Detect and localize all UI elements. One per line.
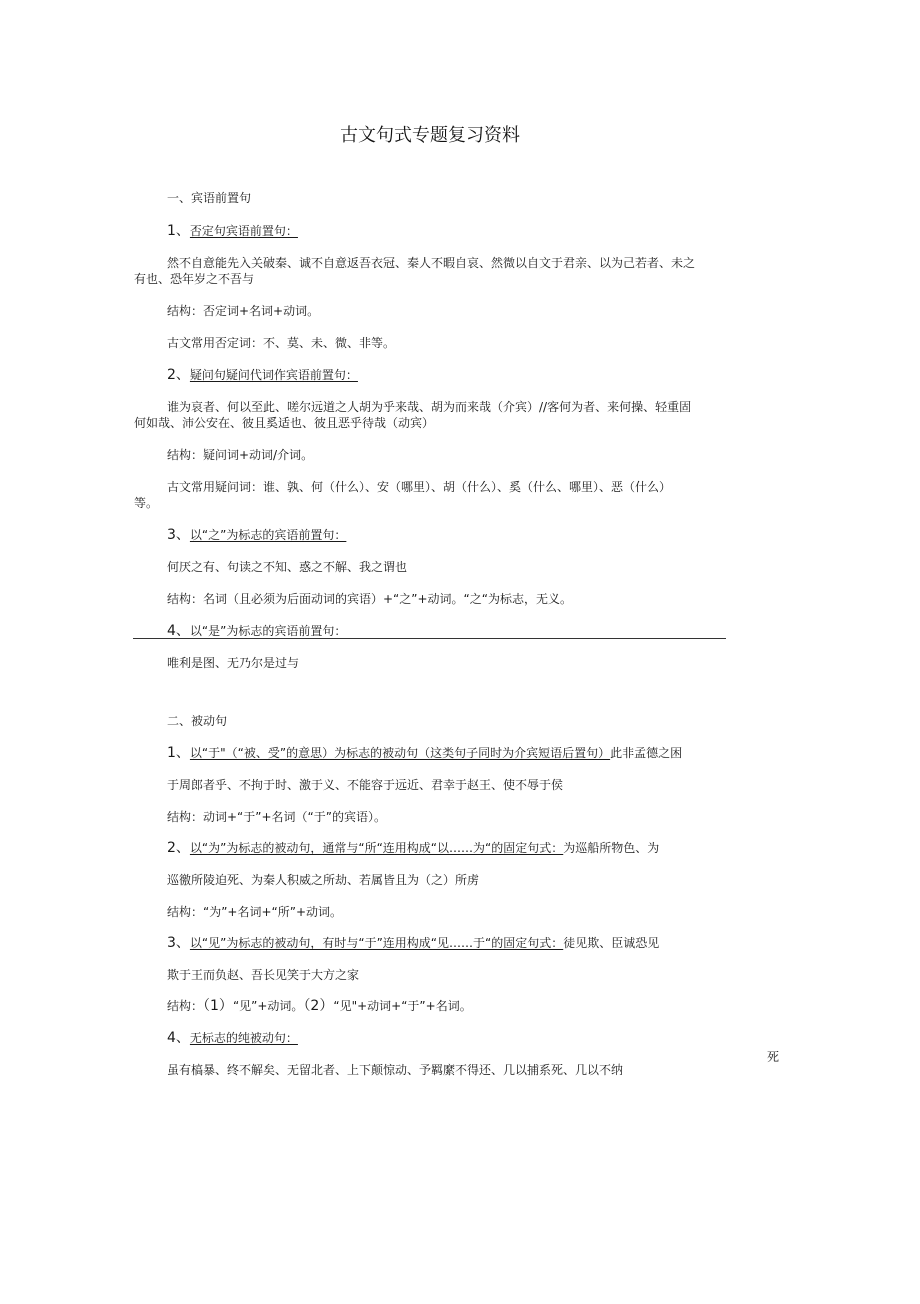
section-heading-2: 二、被动句 [167,714,228,728]
structure-line: 结构：动词+“于”+名词（“于”的宾语）。 [167,810,386,824]
example-line: 欺于王而负赵、吾长见笑于大方之家 [167,968,360,982]
example-line: 虽有槁暴、终不解矣、无留北者、上下颠惊动、予羁縻不得还、几以捕系死、几以不纳 [167,1063,624,1077]
item-number: 2、 [167,840,190,856]
subheading-number: 4、 [167,623,190,639]
example-line: 谁为哀者、何以至此、嗟尔远道之人胡为乎来哉、胡为而来哉（介宾）//客何为者、来何操、轻重固 [167,400,692,414]
item-label: 以“见”为标志的被动句，有时与“于”连用构成“见……于“的固定句式： [189,936,564,950]
item-example: 徒见欺、臣诚恐见 [563,936,660,950]
example-line: 然不自意能先入关破秦、诚不自意返吾衣冠、秦人不暇自哀、然微以自文于君亲、以为己若者、未之 [167,256,696,270]
subheading-label: 以“之”为标志的宾语前置句： [189,528,347,542]
example-line: 有也、恐年岁之不吾与 [134,272,255,286]
structure-number-2: （2） [303,998,334,1014]
subheading-number: 1、 [167,223,190,239]
common-words-line: 古文常用否定词：不、莫、未、微、非等。 [167,336,396,350]
page-title: 古文句式专题复习资料 [340,125,520,146]
subheading-1-4 [167,623,346,639]
example-line: 唯利是图、无乃尔是过与 [167,656,300,670]
subheading-1-2 [167,367,358,383]
passive-item-3 [167,935,659,951]
common-words-line: 等。 [134,496,159,510]
item-label: 以“于"（“被、受”的意思）为标志的被动句（这类句子同时为介宾短语后置句） [189,746,611,760]
example-line: 巡徼所陵迫死、为秦人积威之所劫、若属皆且为（之）所虏 [167,873,480,887]
subheading-label: 以“是”为标志的宾语前置句： [189,624,347,638]
subheading-number: 2、 [167,367,190,383]
passive-item-2 [167,840,659,856]
passive-item-1 [167,745,682,761]
passive-item-4 [167,1030,298,1046]
structure-number-1: （1） [203,998,233,1014]
subheading-label: 否定句宾语前置句： [189,224,298,238]
section-heading-1: 一、宾语前置句 [167,191,252,205]
item-example: 为巡船所物色、为 [563,841,660,855]
stray-character: 死 [767,1050,780,1064]
structure-part-2: “见"+动词+“于”+名词。 [333,999,472,1013]
subheading-1-1 [167,223,298,239]
structure-line: 结构：疑问词+动词/介词。 [167,448,314,462]
item-number: 3、 [167,935,190,951]
structure-line: 结构：否定词+名词+动词。 [167,304,320,318]
structure-part-1: “见”+动词。 [232,999,304,1013]
structure-line [167,998,472,1014]
item-example: 此非孟德之困 [610,746,683,760]
example-line: 何厌之有、句读之不知、惑之不解、我之谓也 [167,560,408,574]
example-line: 于周郎者乎、不拘于时、激于义、不能容于远近、君幸于赵王、使不辱于侯 [167,778,564,792]
subheading-label: 疑问句疑问代词作宾语前置句： [189,368,358,382]
item-label: 无标志的纯被动句： [189,1031,298,1045]
subheading-number: 3、 [167,527,190,543]
item-label: 以“为”为标志的被动句，通常与“所“连用构成“以……为“的固定句式： [189,841,564,855]
structure-line: 结构：名词（且必须为后面动词的宾语）+“之”+动词。“之“为标志，无义。 [167,592,572,606]
common-words-line: 古文常用疑问词：谁、孰、何（什么）、安（哪里）、胡（什么）、奚（什么、哪里）、恶（什么） [167,480,672,494]
structure-prefix: 结构： [167,999,204,1013]
horizontal-rule [133,638,726,639]
structure-line: 结构：“为”+名词+“所”+动词。 [167,905,343,919]
subheading-1-3 [167,527,346,543]
item-number: 4、 [167,1030,190,1046]
example-line: 何如哉、沛公安在、彼且奚适也、彼且恶乎待哉（动宾） [134,416,435,430]
item-number: 1、 [167,745,190,761]
